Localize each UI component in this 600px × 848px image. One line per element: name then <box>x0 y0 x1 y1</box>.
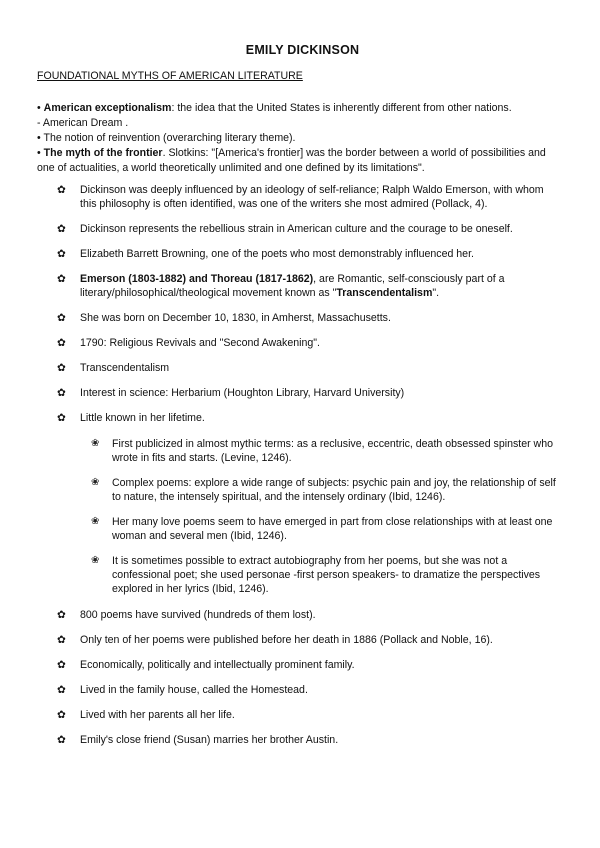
main-list-continued <box>57 608 557 747</box>
flower-bullet-icon: ✿ <box>57 387 66 399</box>
item-text: 1790: Religious Revivals and "Second Awakening". <box>80 337 320 349</box>
item-text: ". <box>432 287 440 299</box>
item-text: Her many love poems seem to have emerged in part from close relationships with at least one woman and several men (Ibid, 1246). <box>112 516 553 542</box>
list-item <box>57 311 557 325</box>
document-title: EMILY DICKINSON <box>245 43 360 57</box>
flower-bullet-icon: ✿ <box>57 634 66 646</box>
list-item <box>57 272 557 300</box>
intro-text: . Slotkins: "[America's frontier] was the border between a world of possibilities and one of actualities, a world theoretically unlimited and one defined by its limitations". <box>37 147 546 174</box>
item-text: Elizabeth Barrett Browning, one of the poets who most demonstrably influenced her. <box>80 248 474 260</box>
intro-line <box>37 131 557 146</box>
dash-bullet: - <box>37 117 41 129</box>
item-text: First publicized in almost mythic terms: as a reclusive, eccentric, death obsessed spinster who wrote in fits and starts. (Levine, 1246). <box>112 438 553 464</box>
item-text: Only ten of her poems were published before her death in 1886 (Pollack and Noble, 16). <box>80 634 493 646</box>
item-text: Dickinson was deeply influenced by an ideology of self-reliance; Ralph Waldo Emerson, with whom this philosophy is often identified, was one of the writers she most admired (Pollack, 4). <box>80 184 544 210</box>
flower-bullet-icon: ✿ <box>57 412 66 424</box>
flower-bullet-icon: ✿ <box>57 659 66 671</box>
item-text: She was born on December 10, 1830, in Amherst, Massachusetts. <box>80 312 391 324</box>
flower-bullet-icon: ✿ <box>57 248 66 260</box>
list-item <box>57 386 557 400</box>
list-item <box>57 658 557 672</box>
list-item <box>57 683 557 697</box>
flower-bullet-icon: ✿ <box>57 709 66 721</box>
sub-list-item <box>91 554 557 596</box>
sub-list-item <box>91 515 557 543</box>
item-text: Interest in science: Herbarium (Houghton Library, Harvard University) <box>80 387 405 399</box>
bullet: • <box>37 147 41 159</box>
flower-bullet-icon: ✿ <box>57 184 66 196</box>
item-text: Complex poems: explore a wide range of subjects: psychic pain and joy, the relationship of self to nature, the intensely spiritual, and the intensely ordinary (Ibid, 1246). <box>112 477 556 503</box>
intro-line <box>37 116 557 131</box>
section-subtitle: FOUNDATIONAL MYTHS OF AMERICAN LITERATURE <box>37 70 303 82</box>
item-text: Emily's close friend (Susan) marries her brother Austin. <box>80 734 339 746</box>
item-text: Lived in the family house, called the Homestead. <box>80 684 308 696</box>
intro-text: American Dream . <box>42 117 129 129</box>
main-list <box>57 183 557 747</box>
flower-bullet-icon: ✿ <box>57 734 66 746</box>
item-text: Economically, politically and intellectually prominent family. <box>80 659 355 671</box>
list-item <box>57 733 557 747</box>
bullet: • <box>37 132 41 144</box>
item-text: 800 poems have survived (hundreds of them lost). <box>80 609 316 621</box>
list-item <box>57 411 557 425</box>
sub-list <box>91 437 557 596</box>
item-text: Dickinson represents the rebellious strain in American culture and the courage to be oneself. <box>80 223 513 235</box>
intro-line <box>37 101 557 116</box>
flower-bullet-icon: ✿ <box>57 223 66 235</box>
intro-text: The notion of reinvention (overarching literary theme). <box>43 132 296 144</box>
intro-bold: The myth of the frontier <box>43 147 163 159</box>
list-item <box>57 708 557 722</box>
item-text: , are Romantic, self-consciously part of a literary/philosophical/theological movement known as " <box>80 273 505 299</box>
intro-bold: American exceptionalism <box>43 102 172 114</box>
flower-bullet-icon: ✿ <box>57 684 66 696</box>
item-bold: Emerson (1803-1882) and Thoreau (1817-1862) <box>80 273 314 285</box>
flower-sub-bullet-icon: ❀ <box>91 516 100 527</box>
item-text: It is sometimes possible to extract autobiography from her poems, but she was not a confessional poet; she used personae -first person speakers- to dramatize the perspectives explored in her lyrics (Ibid, 1246). <box>112 555 541 595</box>
flower-bullet-icon: ✿ <box>57 337 66 349</box>
sub-list-item <box>91 437 557 465</box>
list-item <box>57 183 557 211</box>
item-bold: Transcendentalism <box>336 287 433 299</box>
flower-bullet-icon: ✿ <box>57 273 66 285</box>
bullet: • <box>37 102 41 114</box>
intro-line <box>37 146 557 176</box>
intro-text: : the idea that the United States is inherently different from other nations. <box>171 102 512 114</box>
flower-sub-bullet-icon: ❀ <box>91 555 100 566</box>
list-item <box>57 633 557 647</box>
sub-list-item <box>91 476 557 504</box>
flower-sub-bullet-icon: ❀ <box>91 438 100 449</box>
list-item <box>57 222 557 236</box>
item-text: Lived with her parents all her life. <box>80 709 235 721</box>
item-text: Transcendentalism <box>80 362 170 374</box>
item-text: Little known in her lifetime. <box>80 412 205 424</box>
flower-bullet-icon: ✿ <box>57 312 66 324</box>
list-item <box>57 608 557 622</box>
intro-block <box>37 101 557 176</box>
flower-sub-bullet-icon: ❀ <box>91 477 100 488</box>
flower-bullet-icon: ✿ <box>57 362 66 374</box>
list-item <box>57 247 557 261</box>
list-item <box>57 361 557 375</box>
flower-bullet-icon: ✿ <box>57 609 66 621</box>
list-item <box>57 336 557 350</box>
